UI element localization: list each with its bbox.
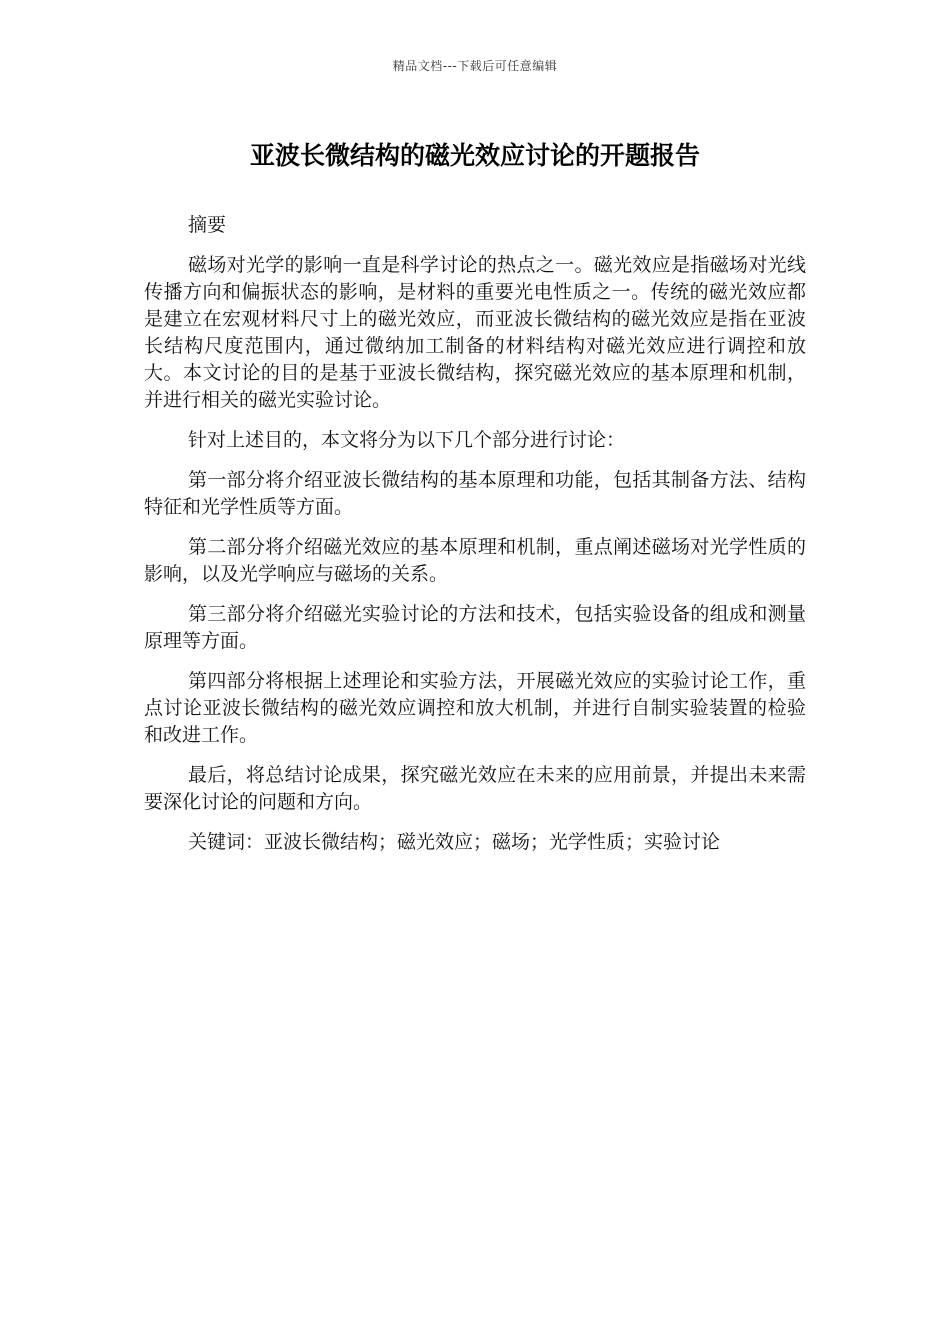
document-body bbox=[144, 212, 806, 869]
part-four-paragraph: 第四部分将根据上述理论和实验方法，开展磁光效应的实验讨论工作，重点讨论亚波长微结构的磁光效应调控和放大机制，并进行自制实验装置的检验和改进工作。 bbox=[144, 670, 806, 746]
conclusion-paragraph: 最后，将总结讨论成果，探究磁光效应在未来的应用前景，并提出未来需要深化讨论的问题和方向。 bbox=[144, 764, 806, 813]
part-two-paragraph: 第二部分将介绍磁光效应的基本原理和机制，重点阐述磁场对光学性质的影响，以及光学响应与磁场的关系。 bbox=[144, 536, 806, 585]
abstract-paragraph: 磁场对光学的影响一直是科学讨论的热点之一。磁光效应是指磁场对光线传播方向和偏振状态的影响，是材料的重要光电性质之一。传统的磁光效应都是建立在宏观材料尺寸上的磁光效应，而亚波长微结构的磁光效应是指在亚波长结构尺度范围内，通过微纳加工制备的材料结构对磁光效应进行调控和放大。本文讨论的目的是基于亚波长微结构，探究磁光效应的基本原理和机制，并进行相关的磁光实验讨论。 bbox=[144, 254, 806, 411]
abstract-heading: 摘要 bbox=[188, 214, 227, 236]
keywords-paragraph: 关键词：亚波长微结构；磁光效应；磁场；光学性质；实验讨论 bbox=[188, 831, 721, 853]
part-one-paragraph: 第一部分将介绍亚波长微结构的基本原理和功能，包括其制备方法、结构特征和光学性质等方面。 bbox=[144, 469, 806, 518]
part-three-paragraph: 第三部分将介绍磁光实验讨论的方法和技术，包括实验设备的组成和测量原理等方面。 bbox=[144, 603, 806, 652]
page-header-note: 精品文档---下载后可任意编辑 bbox=[392, 59, 558, 73]
outline-intro-paragraph: 针对上述目的，本文将分为以下几个部分进行讨论： bbox=[188, 429, 626, 451]
document-title: 亚波长微结构的磁光效应讨论的开题报告 bbox=[249, 141, 700, 170]
